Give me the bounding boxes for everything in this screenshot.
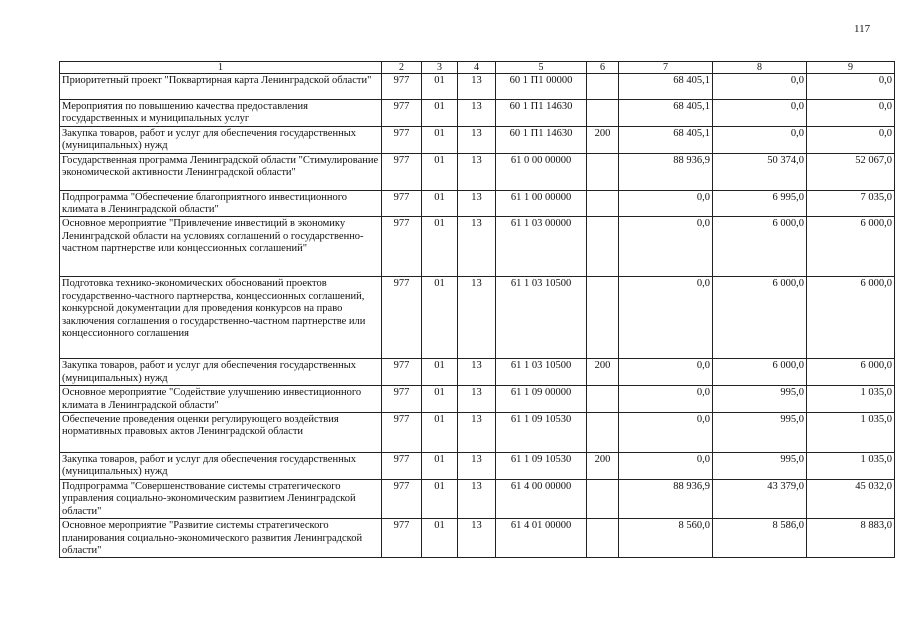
- table-row: [60, 277, 895, 359]
- cell-col-4: 13: [458, 359, 496, 386]
- cell-col-2: 977: [382, 100, 422, 127]
- cell-col-3: 01: [422, 277, 458, 359]
- cell-col-8: 6 000,0: [713, 359, 807, 386]
- cell-col-6: [587, 386, 619, 413]
- cell-col-4: 13: [458, 479, 496, 518]
- cell-col-4: 13: [458, 126, 496, 153]
- cell-col-9: 52 067,0: [807, 153, 895, 190]
- col-header-7: 7: [619, 62, 713, 74]
- row-name: Приоритетный проект "Поквартирная карта Ленинградской области": [60, 74, 382, 100]
- cell-col-8: 6 995,0: [713, 190, 807, 217]
- cell-col-2: 977: [382, 126, 422, 153]
- table-row: [60, 359, 895, 386]
- cell-col-9: 0,0: [807, 74, 895, 100]
- cell-col-7: 0,0: [619, 359, 713, 386]
- row-name: Основное мероприятие "Развитие системы стратегического планирования социально-экономического развития Ленинградской области": [60, 519, 382, 558]
- cell-col-4: 13: [458, 386, 496, 413]
- table-row: [60, 74, 895, 100]
- cell-col-3: 01: [422, 479, 458, 518]
- cell-col-3: 01: [422, 126, 458, 153]
- cell-col-3: 01: [422, 359, 458, 386]
- cell-col-9: 7 035,0: [807, 190, 895, 217]
- cell-col-5: 60 1 П1 14630: [496, 100, 587, 127]
- cell-col-6: 200: [587, 359, 619, 386]
- cell-col-9: 0,0: [807, 100, 895, 127]
- cell-col-7: 8 560,0: [619, 519, 713, 558]
- cell-col-6: [587, 413, 619, 453]
- cell-col-9: 6 000,0: [807, 217, 895, 277]
- cell-col-6: [587, 217, 619, 277]
- row-name: Закупка товаров, работ и услуг для обеспечения государственных (муниципальных) нужд: [60, 359, 382, 386]
- cell-col-9: 1 035,0: [807, 386, 895, 413]
- cell-col-7: 0,0: [619, 190, 713, 217]
- budget-table: [59, 61, 895, 558]
- cell-col-5: 61 0 00 00000: [496, 153, 587, 190]
- cell-col-7: 0,0: [619, 413, 713, 453]
- cell-col-5: 60 1 П1 14630: [496, 126, 587, 153]
- cell-col-2: 977: [382, 74, 422, 100]
- cell-col-2: 977: [382, 217, 422, 277]
- table-row: [60, 386, 895, 413]
- col-header-4: 4: [458, 62, 496, 74]
- table-row: [60, 153, 895, 190]
- cell-col-7: 68 405,1: [619, 74, 713, 100]
- row-name: Государственная программа Ленинградской области "Стимулирование экономической активности Ленинградской области": [60, 153, 382, 190]
- cell-col-2: 977: [382, 190, 422, 217]
- cell-col-8: 8 586,0: [713, 519, 807, 558]
- cell-col-5: 61 4 00 00000: [496, 479, 587, 518]
- cell-col-8: 0,0: [713, 126, 807, 153]
- table-row: [60, 519, 895, 558]
- cell-col-7: 0,0: [619, 217, 713, 277]
- cell-col-3: 01: [422, 100, 458, 127]
- cell-col-6: [587, 277, 619, 359]
- cell-col-2: 977: [382, 386, 422, 413]
- cell-col-8: 6 000,0: [713, 277, 807, 359]
- cell-col-4: 13: [458, 153, 496, 190]
- cell-col-8: 43 379,0: [713, 479, 807, 518]
- cell-col-8: 6 000,0: [713, 217, 807, 277]
- cell-col-9: 8 883,0: [807, 519, 895, 558]
- cell-col-3: 01: [422, 74, 458, 100]
- cell-col-8: 0,0: [713, 100, 807, 127]
- cell-col-2: 977: [382, 359, 422, 386]
- row-name: Мероприятия по повышению качества предоставления государственных и муниципальных услуг: [60, 100, 382, 127]
- row-name: Основное мероприятие "Содействие улучшению инвестиционного климата в Ленинградской области": [60, 386, 382, 413]
- cell-col-2: 977: [382, 277, 422, 359]
- cell-col-4: 13: [458, 277, 496, 359]
- cell-col-8: 50 374,0: [713, 153, 807, 190]
- cell-col-5: 61 1 00 00000: [496, 190, 587, 217]
- cell-col-2: 977: [382, 413, 422, 453]
- cell-col-6: [587, 74, 619, 100]
- cell-col-5: 61 1 09 10530: [496, 453, 587, 480]
- row-name: Подпрограмма "Совершенствование системы стратегического управления социально-экономическим развитием Ленинградской области": [60, 479, 382, 518]
- cell-col-6: [587, 479, 619, 518]
- cell-col-4: 13: [458, 100, 496, 127]
- col-header-9: 9: [807, 62, 895, 74]
- cell-col-4: 13: [458, 74, 496, 100]
- cell-col-4: 13: [458, 217, 496, 277]
- cell-col-5: 61 1 09 10530: [496, 413, 587, 453]
- cell-col-7: 0,0: [619, 386, 713, 413]
- cell-col-9: 6 000,0: [807, 277, 895, 359]
- cell-col-2: 977: [382, 453, 422, 480]
- cell-col-4: 13: [458, 453, 496, 480]
- row-name: Закупка товаров, работ и услуг для обеспечения государственных (муниципальных) нужд: [60, 453, 382, 480]
- cell-col-3: 01: [422, 453, 458, 480]
- col-header-3: 3: [422, 62, 458, 74]
- cell-col-3: 01: [422, 386, 458, 413]
- cell-col-5: 61 4 01 00000: [496, 519, 587, 558]
- row-name: Закупка товаров, работ и услуг для обеспечения государственных (муниципальных) нужд: [60, 126, 382, 153]
- cell-col-7: 0,0: [619, 453, 713, 480]
- table-row: [60, 217, 895, 277]
- cell-col-2: 977: [382, 479, 422, 518]
- cell-col-5: 61 1 03 00000: [496, 217, 587, 277]
- cell-col-5: 61 1 03 10500: [496, 277, 587, 359]
- table-row: [60, 190, 895, 217]
- cell-col-8: 0,0: [713, 74, 807, 100]
- cell-col-4: 13: [458, 190, 496, 217]
- cell-col-6: [587, 100, 619, 127]
- header-row: [60, 62, 895, 74]
- cell-col-8: 995,0: [713, 386, 807, 413]
- cell-col-7: 88 936,9: [619, 479, 713, 518]
- col-header-6: 6: [587, 62, 619, 74]
- cell-col-4: 13: [458, 413, 496, 453]
- cell-col-9: 0,0: [807, 126, 895, 153]
- table-row: [60, 479, 895, 518]
- cell-col-9: 1 035,0: [807, 413, 895, 453]
- col-header-1: 1: [60, 62, 382, 74]
- cell-col-5: 61 1 03 10500: [496, 359, 587, 386]
- cell-col-3: 01: [422, 190, 458, 217]
- cell-col-4: 13: [458, 519, 496, 558]
- table-row: [60, 413, 895, 453]
- cell-col-9: 1 035,0: [807, 453, 895, 480]
- col-header-2: 2: [382, 62, 422, 74]
- page-number: 117: [854, 23, 871, 35]
- cell-col-9: 6 000,0: [807, 359, 895, 386]
- cell-col-6: [587, 519, 619, 558]
- row-name: Подготовка технико-экономических обоснований проектов государственно-частного партнерства, концессионных соглашений, конкурсной документации для проведения конкурсов на право заключения соглашения о государственно-частном партнерстве или концессионного соглашения: [60, 277, 382, 359]
- cell-col-3: 01: [422, 519, 458, 558]
- cell-col-3: 01: [422, 217, 458, 277]
- cell-col-8: 995,0: [713, 453, 807, 480]
- col-header-8: 8: [713, 62, 807, 74]
- table-row: [60, 453, 895, 480]
- cell-col-3: 01: [422, 413, 458, 453]
- cell-col-5: 61 1 09 00000: [496, 386, 587, 413]
- cell-col-7: 88 936,9: [619, 153, 713, 190]
- cell-col-2: 977: [382, 153, 422, 190]
- cell-col-5: 60 1 П1 00000: [496, 74, 587, 100]
- cell-col-6: [587, 153, 619, 190]
- table-row: [60, 100, 895, 127]
- cell-col-8: 995,0: [713, 413, 807, 453]
- row-name: Подпрограмма "Обеспечение благоприятного инвестиционного климата в Ленинградской области": [60, 190, 382, 217]
- cell-col-7: 68 405,1: [619, 126, 713, 153]
- cell-col-6: 200: [587, 453, 619, 480]
- cell-col-7: 68 405,1: [619, 100, 713, 127]
- col-header-5: 5: [496, 62, 587, 74]
- row-name: Основное мероприятие "Привлечение инвестиций в экономику Ленинградской области на условиях соглашений о государственно-частном партнерстве или концессионных соглашений": [60, 217, 382, 277]
- cell-col-6: [587, 190, 619, 217]
- cell-col-7: 0,0: [619, 277, 713, 359]
- cell-col-2: 977: [382, 519, 422, 558]
- cell-col-3: 01: [422, 153, 458, 190]
- cell-col-9: 45 032,0: [807, 479, 895, 518]
- table-row: [60, 126, 895, 153]
- cell-col-6: 200: [587, 126, 619, 153]
- row-name: Обеспечение проведения оценки регулирующего воздействия нормативных правовых актов Ленинградской области: [60, 413, 382, 453]
